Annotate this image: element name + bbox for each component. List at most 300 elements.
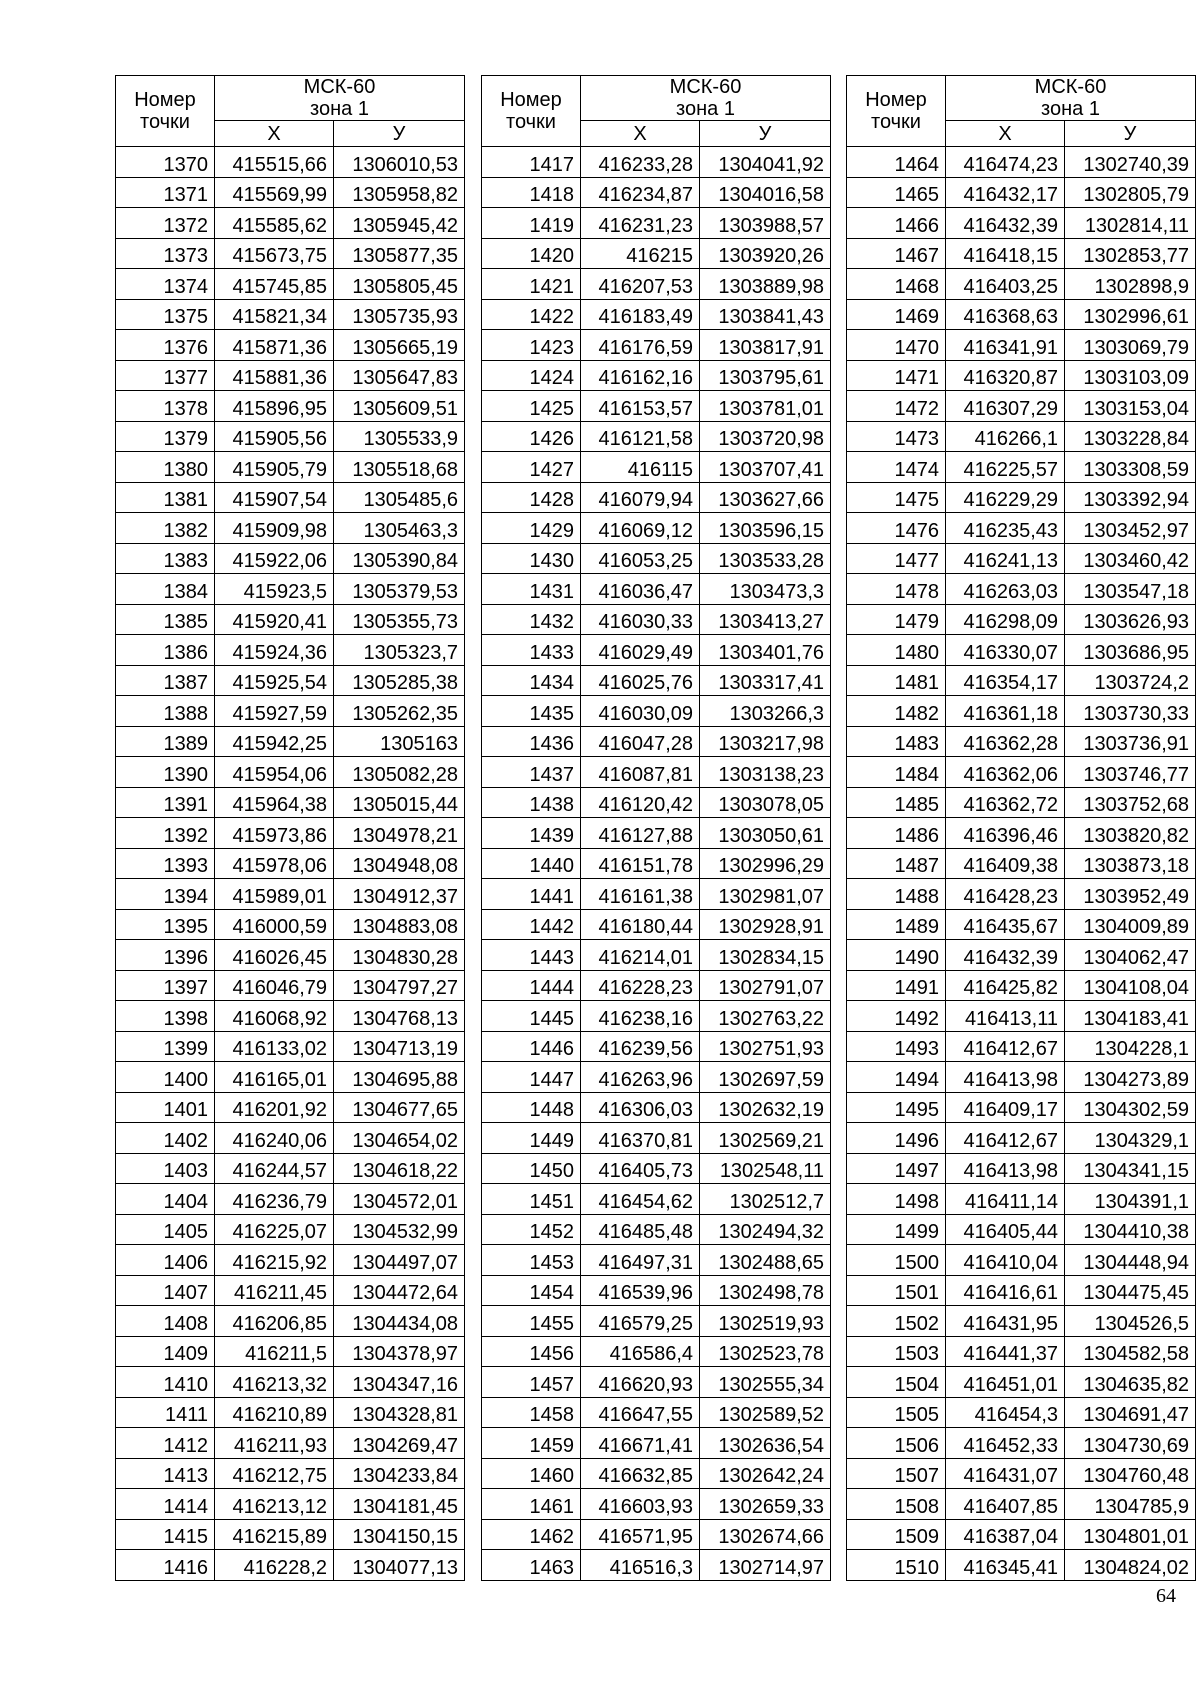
y-coordinate-cell: 1304041,92 <box>700 147 831 178</box>
table-row <box>847 330 1196 361</box>
point-number-cell: 1379 <box>116 421 215 452</box>
point-number-cell: 1458 <box>482 1397 581 1428</box>
table-row <box>116 1275 465 1306</box>
y-coordinate-cell: 1302791,07 <box>700 970 831 1001</box>
x-coordinate-cell: 416229,29 <box>946 482 1065 513</box>
point-number-cell: 1437 <box>482 757 581 788</box>
table-row <box>847 1519 1196 1550</box>
point-number-cell: 1423 <box>482 330 581 361</box>
point-number-cell: 1394 <box>116 879 215 910</box>
y-coordinate-cell: 1303533,28 <box>700 543 831 574</box>
x-coordinate-cell: 415905,56 <box>215 421 334 452</box>
y-coordinate-cell: 1302751,93 <box>700 1031 831 1062</box>
table-row <box>482 1001 831 1032</box>
y-coordinate-cell: 1304269,47 <box>334 1428 465 1459</box>
y-coordinate-cell: 1303730,33 <box>1065 696 1196 727</box>
table-row <box>847 513 1196 544</box>
table-row <box>482 330 831 361</box>
header-coordinate-system <box>946 76 1196 121</box>
point-number-cell: 1407 <box>116 1275 215 1306</box>
table-row <box>116 360 465 391</box>
point-number-cell: 1415 <box>116 1519 215 1550</box>
point-number-cell: 1434 <box>482 665 581 696</box>
table-row <box>116 879 465 910</box>
table-row <box>482 909 831 940</box>
point-number-cell: 1376 <box>116 330 215 361</box>
table-row <box>482 665 831 696</box>
y-coordinate-cell: 1305958,82 <box>334 177 465 208</box>
y-coordinate-cell: 1304635,82 <box>1065 1367 1196 1398</box>
y-coordinate-cell: 1306010,53 <box>334 147 465 178</box>
y-coordinate-cell: 1304801,01 <box>1065 1519 1196 1550</box>
x-coordinate-cell: 416228,2 <box>215 1550 334 1581</box>
table-row <box>847 147 1196 178</box>
page-number: 64 <box>1156 1585 1176 1607</box>
point-number-cell: 1413 <box>116 1458 215 1489</box>
y-coordinate-cell: 1302928,91 <box>700 909 831 940</box>
point-number-cell: 1406 <box>116 1245 215 1276</box>
table-row <box>482 1275 831 1306</box>
x-coordinate-cell: 416396,46 <box>946 818 1065 849</box>
table-row <box>482 391 831 422</box>
y-coordinate-cell: 1305665,19 <box>334 330 465 361</box>
x-coordinate-cell: 416579,25 <box>581 1306 700 1337</box>
y-coordinate-cell: 1304472,64 <box>334 1275 465 1306</box>
x-coordinate-cell: 416025,76 <box>581 665 700 696</box>
y-coordinate-cell: 1305805,45 <box>334 269 465 300</box>
x-coordinate-cell: 415821,34 <box>215 299 334 330</box>
point-number-cell: 1417 <box>482 147 581 178</box>
point-number-cell: 1399 <box>116 1031 215 1062</box>
y-coordinate-cell: 1304302,59 <box>1065 1092 1196 1123</box>
point-number-cell: 1440 <box>482 848 581 879</box>
table-row <box>847 391 1196 422</box>
point-number-cell: 1424 <box>482 360 581 391</box>
y-coordinate-cell: 1303078,05 <box>700 787 831 818</box>
y-coordinate-cell: 1304948,08 <box>334 848 465 879</box>
table-row <box>847 1001 1196 1032</box>
x-coordinate-cell: 416120,42 <box>581 787 700 818</box>
header-system-line2: зона 1 <box>1041 98 1100 120</box>
x-coordinate-cell: 416161,38 <box>581 879 700 910</box>
point-number-cell: 1409 <box>116 1336 215 1367</box>
table-row <box>116 1062 465 1093</box>
x-coordinate-cell: 416485,48 <box>581 1214 700 1245</box>
x-coordinate-cell: 415907,54 <box>215 482 334 513</box>
table-row <box>116 177 465 208</box>
header-point-number <box>116 76 215 147</box>
table-row <box>116 1519 465 1550</box>
y-coordinate-cell: 1304181,45 <box>334 1489 465 1520</box>
table-row <box>482 1489 831 1520</box>
y-coordinate-cell: 1303952,49 <box>1065 879 1196 910</box>
table-row <box>847 1031 1196 1062</box>
point-number-cell: 1483 <box>847 726 946 757</box>
point-number-cell: 1426 <box>482 421 581 452</box>
y-coordinate-cell: 1303596,15 <box>700 513 831 544</box>
y-coordinate-cell: 1303707,41 <box>700 452 831 483</box>
header-number-line2: точки <box>506 111 556 133</box>
point-number-cell: 1446 <box>482 1031 581 1062</box>
y-coordinate-cell: 1302853,77 <box>1065 238 1196 269</box>
table-row <box>847 696 1196 727</box>
table-row <box>482 635 831 666</box>
table-row <box>116 299 465 330</box>
point-number-cell: 1382 <box>116 513 215 544</box>
x-coordinate-cell: 416368,63 <box>946 299 1065 330</box>
y-coordinate-cell: 1302814,11 <box>1065 208 1196 239</box>
point-number-cell: 1404 <box>116 1184 215 1215</box>
table-row <box>847 726 1196 757</box>
table-row <box>116 604 465 635</box>
table-row <box>116 452 465 483</box>
table-row <box>482 1550 831 1581</box>
x-coordinate-cell: 416405,73 <box>581 1153 700 1184</box>
point-number-cell: 1453 <box>482 1245 581 1276</box>
y-coordinate-cell: 1302714,97 <box>700 1550 831 1581</box>
header-y: У <box>1065 121 1196 147</box>
point-number-cell: 1502 <box>847 1306 946 1337</box>
x-coordinate-cell: 416361,18 <box>946 696 1065 727</box>
point-number-cell: 1503 <box>847 1336 946 1367</box>
x-coordinate-cell: 416213,12 <box>215 1489 334 1520</box>
x-coordinate-cell: 416571,95 <box>581 1519 700 1550</box>
header-number-line2: точки <box>140 111 190 133</box>
point-number-cell: 1431 <box>482 574 581 605</box>
y-coordinate-cell: 1304434,08 <box>334 1306 465 1337</box>
point-number-cell: 1408 <box>116 1306 215 1337</box>
point-number-cell: 1501 <box>847 1275 946 1306</box>
point-number-cell: 1491 <box>847 970 946 1001</box>
table-row <box>482 1092 831 1123</box>
header-point-number <box>847 76 946 147</box>
point-number-cell: 1371 <box>116 177 215 208</box>
y-coordinate-cell: 1304730,69 <box>1065 1428 1196 1459</box>
x-coordinate-cell: 416079,94 <box>581 482 700 513</box>
y-coordinate-cell: 1303889,98 <box>700 269 831 300</box>
table-row <box>116 543 465 574</box>
point-number-cell: 1387 <box>116 665 215 696</box>
y-coordinate-cell: 1304062,47 <box>1065 940 1196 971</box>
table-row <box>116 1458 465 1489</box>
table-row <box>847 1245 1196 1276</box>
table-row <box>116 696 465 727</box>
table-row <box>116 391 465 422</box>
point-number-cell: 1441 <box>482 879 581 910</box>
point-number-cell: 1445 <box>482 1001 581 1032</box>
point-number-cell: 1427 <box>482 452 581 483</box>
header-x: Х <box>946 121 1065 147</box>
table-row <box>847 1062 1196 1093</box>
y-coordinate-cell: 1304448,94 <box>1065 1245 1196 1276</box>
point-number-cell: 1460 <box>482 1458 581 1489</box>
point-number-cell: 1435 <box>482 696 581 727</box>
point-number-cell: 1381 <box>116 482 215 513</box>
table-row <box>116 574 465 605</box>
x-coordinate-cell: 416362,06 <box>946 757 1065 788</box>
table-row <box>116 1153 465 1184</box>
x-coordinate-cell: 416000,59 <box>215 909 334 940</box>
point-number-cell: 1485 <box>847 787 946 818</box>
x-coordinate-cell: 416206,85 <box>215 1306 334 1337</box>
point-number-cell: 1510 <box>847 1550 946 1581</box>
point-number-cell: 1389 <box>116 726 215 757</box>
x-coordinate-cell: 416454,62 <box>581 1184 700 1215</box>
header-system-line2: зона 1 <box>310 98 369 120</box>
point-number-cell: 1395 <box>116 909 215 940</box>
y-coordinate-cell: 1304691,47 <box>1065 1397 1196 1428</box>
x-coordinate-cell: 416211,5 <box>215 1336 334 1367</box>
table-row <box>847 543 1196 574</box>
table-row <box>847 1092 1196 1123</box>
y-coordinate-cell: 1303452,97 <box>1065 513 1196 544</box>
table-row <box>482 1397 831 1428</box>
header-number-line2: точки <box>871 111 921 133</box>
y-coordinate-cell: 1303401,76 <box>700 635 831 666</box>
table-row <box>482 452 831 483</box>
table-row <box>482 1031 831 1062</box>
point-number-cell: 1443 <box>482 940 581 971</box>
y-coordinate-cell: 1303392,94 <box>1065 482 1196 513</box>
table-row <box>482 604 831 635</box>
y-coordinate-cell: 1304760,48 <box>1065 1458 1196 1489</box>
x-coordinate-cell: 415923,5 <box>215 574 334 605</box>
table-row <box>847 848 1196 879</box>
y-coordinate-cell: 1304378,97 <box>334 1336 465 1367</box>
x-coordinate-cell: 416586,4 <box>581 1336 700 1367</box>
x-coordinate-cell: 415927,59 <box>215 696 334 727</box>
header-number-line1: Номер <box>865 89 927 111</box>
table-row <box>482 421 831 452</box>
point-number-cell: 1402 <box>116 1123 215 1154</box>
x-coordinate-cell: 416516,3 <box>581 1550 700 1581</box>
x-coordinate-cell: 416207,53 <box>581 269 700 300</box>
table-row <box>847 360 1196 391</box>
y-coordinate-cell: 1305518,68 <box>334 452 465 483</box>
table-row <box>482 726 831 757</box>
y-coordinate-cell: 1302523,78 <box>700 1336 831 1367</box>
y-coordinate-cell: 1302636,54 <box>700 1428 831 1459</box>
y-coordinate-cell: 1302697,59 <box>700 1062 831 1093</box>
table-row <box>116 238 465 269</box>
table-row <box>847 1275 1196 1306</box>
y-coordinate-cell: 1303627,66 <box>700 482 831 513</box>
point-number-cell: 1390 <box>116 757 215 788</box>
y-coordinate-cell: 1303820,82 <box>1065 818 1196 849</box>
table-row <box>847 574 1196 605</box>
y-coordinate-cell: 1305945,42 <box>334 208 465 239</box>
x-coordinate-cell: 416215,92 <box>215 1245 334 1276</box>
table-row <box>116 970 465 1001</box>
point-number-cell: 1488 <box>847 879 946 910</box>
table-row <box>116 1245 465 1276</box>
y-coordinate-cell: 1302898,9 <box>1065 269 1196 300</box>
point-number-cell: 1489 <box>847 909 946 940</box>
x-coordinate-cell: 416474,23 <box>946 147 1065 178</box>
header-system-line2: зона 1 <box>676 98 735 120</box>
point-number-cell: 1462 <box>482 1519 581 1550</box>
x-coordinate-cell: 416632,85 <box>581 1458 700 1489</box>
x-coordinate-cell: 416362,72 <box>946 787 1065 818</box>
point-number-cell: 1429 <box>482 513 581 544</box>
table-row <box>847 299 1196 330</box>
x-coordinate-cell: 416183,49 <box>581 299 700 330</box>
table-row <box>847 1550 1196 1581</box>
x-coordinate-cell: 415925,54 <box>215 665 334 696</box>
x-coordinate-cell: 416539,96 <box>581 1275 700 1306</box>
point-number-cell: 1499 <box>847 1214 946 1245</box>
point-number-cell: 1393 <box>116 848 215 879</box>
table-row <box>847 208 1196 239</box>
x-coordinate-cell: 416228,23 <box>581 970 700 1001</box>
header-y: У <box>700 121 831 147</box>
y-coordinate-cell: 1305323,7 <box>334 635 465 666</box>
x-coordinate-cell: 416341,91 <box>946 330 1065 361</box>
point-number-cell: 1450 <box>482 1153 581 1184</box>
y-coordinate-cell: 1302494,32 <box>700 1214 831 1245</box>
point-number-cell: 1455 <box>482 1306 581 1337</box>
y-coordinate-cell: 1304713,19 <box>334 1031 465 1062</box>
point-number-cell: 1386 <box>116 635 215 666</box>
y-coordinate-cell: 1304328,81 <box>334 1397 465 1428</box>
y-coordinate-cell: 1303308,59 <box>1065 452 1196 483</box>
y-coordinate-cell: 1303217,98 <box>700 726 831 757</box>
point-number-cell: 1377 <box>116 360 215 391</box>
y-coordinate-cell: 1304912,37 <box>334 879 465 910</box>
point-number-cell: 1380 <box>116 452 215 483</box>
y-coordinate-cell: 1302981,07 <box>700 879 831 910</box>
x-coordinate-cell: 416053,25 <box>581 543 700 574</box>
x-coordinate-cell: 416431,07 <box>946 1458 1065 1489</box>
point-number-cell: 1468 <box>847 269 946 300</box>
x-coordinate-cell: 416263,96 <box>581 1062 700 1093</box>
table-row <box>482 696 831 727</box>
y-coordinate-cell: 1302555,34 <box>700 1367 831 1398</box>
table-row <box>482 1184 831 1215</box>
point-number-cell: 1477 <box>847 543 946 574</box>
table-row <box>847 1184 1196 1215</box>
y-coordinate-cell: 1305285,38 <box>334 665 465 696</box>
point-number-cell: 1508 <box>847 1489 946 1520</box>
point-number-cell: 1373 <box>116 238 215 269</box>
y-coordinate-cell: 1302674,66 <box>700 1519 831 1550</box>
x-coordinate-cell: 415905,79 <box>215 452 334 483</box>
x-coordinate-cell: 416428,23 <box>946 879 1065 910</box>
table-row <box>482 269 831 300</box>
x-coordinate-cell: 416441,37 <box>946 1336 1065 1367</box>
x-coordinate-cell: 416231,23 <box>581 208 700 239</box>
x-coordinate-cell: 416211,45 <box>215 1275 334 1306</box>
y-coordinate-cell: 1304233,84 <box>334 1458 465 1489</box>
y-coordinate-cell: 1304526,5 <box>1065 1306 1196 1337</box>
point-number-cell: 1481 <box>847 665 946 696</box>
header-number-line1: Номер <box>134 89 196 111</box>
point-number-cell: 1411 <box>116 1397 215 1428</box>
point-number-cell: 1505 <box>847 1397 946 1428</box>
y-coordinate-cell: 1304768,13 <box>334 1001 465 1032</box>
x-coordinate-cell: 416151,78 <box>581 848 700 879</box>
x-coordinate-cell: 416127,88 <box>581 818 700 849</box>
x-coordinate-cell: 416162,16 <box>581 360 700 391</box>
y-coordinate-cell: 1304978,21 <box>334 818 465 849</box>
table-row <box>482 1428 831 1459</box>
y-coordinate-cell: 1302740,39 <box>1065 147 1196 178</box>
y-coordinate-cell: 1304582,58 <box>1065 1336 1196 1367</box>
x-coordinate-cell: 416370,81 <box>581 1123 700 1154</box>
x-coordinate-cell: 416238,16 <box>581 1001 700 1032</box>
table-row <box>847 635 1196 666</box>
table-row <box>482 1336 831 1367</box>
table-row <box>116 421 465 452</box>
y-coordinate-cell: 1305015,44 <box>334 787 465 818</box>
table-row <box>116 757 465 788</box>
point-number-cell: 1405 <box>116 1214 215 1245</box>
point-number-cell: 1475 <box>847 482 946 513</box>
table-row <box>847 177 1196 208</box>
x-coordinate-cell: 416036,47 <box>581 574 700 605</box>
point-number-cell: 1410 <box>116 1367 215 1398</box>
point-number-cell: 1457 <box>482 1367 581 1398</box>
x-coordinate-cell: 416298,09 <box>946 604 1065 635</box>
y-coordinate-cell: 1303795,61 <box>700 360 831 391</box>
y-coordinate-cell: 1302512,7 <box>700 1184 831 1215</box>
y-coordinate-cell: 1302519,93 <box>700 1306 831 1337</box>
y-coordinate-cell: 1303103,09 <box>1065 360 1196 391</box>
y-coordinate-cell: 1305735,93 <box>334 299 465 330</box>
table-row <box>482 757 831 788</box>
table-row <box>482 513 831 544</box>
x-coordinate-cell: 415515,66 <box>215 147 334 178</box>
y-coordinate-cell: 1304183,41 <box>1065 1001 1196 1032</box>
table-row <box>847 604 1196 635</box>
y-coordinate-cell: 1305163 <box>334 726 465 757</box>
y-coordinate-cell: 1303988,57 <box>700 208 831 239</box>
point-number-cell: 1392 <box>116 818 215 849</box>
header-point-number <box>482 76 581 147</box>
point-number-cell: 1388 <box>116 696 215 727</box>
point-number-cell: 1425 <box>482 391 581 422</box>
table-row <box>847 940 1196 971</box>
table-row <box>847 1123 1196 1154</box>
header-system-line1: МСК-60 <box>669 76 742 98</box>
x-coordinate-cell: 416413,11 <box>946 1001 1065 1032</box>
x-coordinate-cell: 416409,38 <box>946 848 1065 879</box>
y-coordinate-cell: 1303686,95 <box>1065 635 1196 666</box>
table-row <box>847 1428 1196 1459</box>
point-number-cell: 1447 <box>482 1062 581 1093</box>
point-number-cell: 1398 <box>116 1001 215 1032</box>
table-row <box>116 482 465 513</box>
y-coordinate-cell: 1304654,02 <box>334 1123 465 1154</box>
point-number-cell: 1486 <box>847 818 946 849</box>
x-coordinate-cell: 416026,45 <box>215 940 334 971</box>
table-row <box>116 1184 465 1215</box>
table-row <box>482 543 831 574</box>
table-row <box>116 665 465 696</box>
x-coordinate-cell: 416418,15 <box>946 238 1065 269</box>
y-coordinate-cell: 1303752,68 <box>1065 787 1196 818</box>
y-coordinate-cell: 1304273,89 <box>1065 1062 1196 1093</box>
x-coordinate-cell: 415920,41 <box>215 604 334 635</box>
y-coordinate-cell: 1305379,53 <box>334 574 465 605</box>
table-row <box>482 208 831 239</box>
table-row <box>847 818 1196 849</box>
table-row <box>116 1336 465 1367</box>
x-coordinate-cell: 416432,17 <box>946 177 1065 208</box>
table-row <box>116 909 465 940</box>
point-number-cell: 1428 <box>482 482 581 513</box>
x-coordinate-cell: 416068,92 <box>215 1001 334 1032</box>
